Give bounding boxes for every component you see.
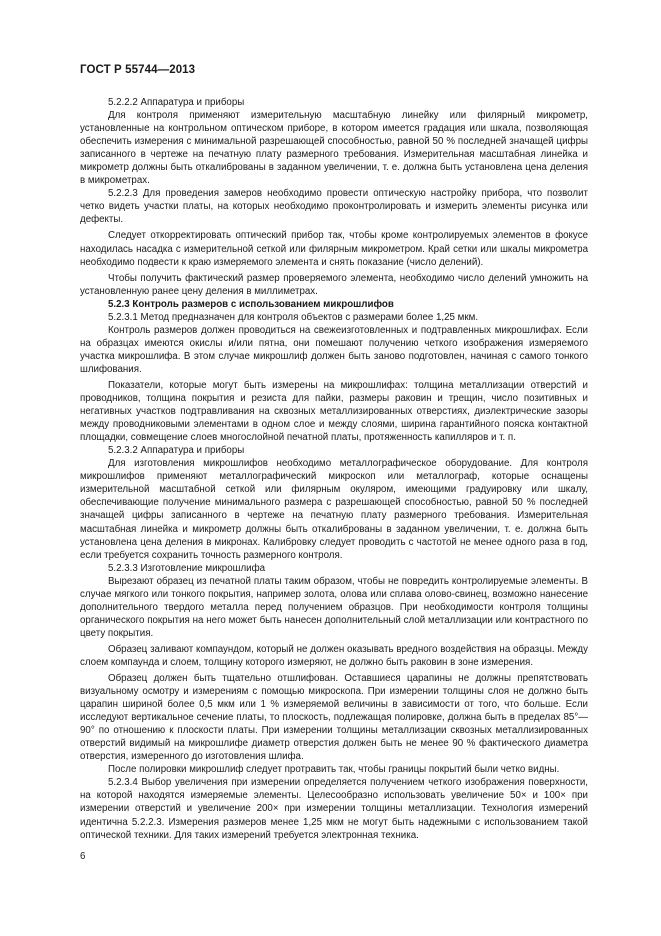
clause-5-2-3-2-heading: 5.2.3.2 Аппаратура и приборы: [108, 445, 245, 457]
paragraph: Образец заливают компаундом, который не должен оказывать вредного воздействия на образцы. Между слоем компаунда и слоем, толщину которого измеряют, не должно быть раковин в зоне измерения.: [80, 643, 588, 668]
section-5-2-3-heading: 5.2.3 Контроль размеров с использованием микрошлифов: [108, 298, 394, 310]
page-number: 6: [80, 851, 86, 862]
standard-header: ГОСТ Р 55744—2013: [80, 64, 196, 76]
clause-5-2-2-2-heading: 5.2.2.2 Аппаратура и приборы: [108, 97, 245, 108]
paragraph: Для изготовления микрошлифов необходимо металлографическое оборудование. Для контроля микрошлифов применяют металлографический микроскоп или металлограф, которые оснащены измерительной масштабной сеткой или филярным окуляром, имеющими градуировку или шкалу, обеспечивающие получение минимального размера с разрешающей способностью, равной 50 % последней значащей цифры записанного в чертеже на печатную плату размерного требования. Измерительная масштабная линейка и микрометр должны быть откалиброваны в заданном увеличении, т. е. должна быть установлена цена деления в микронах. Калибровку следует проводить с частотой не менее одного раза в год, если требуется сохранить точность размерного контроля.: [80, 458, 588, 561]
clause-5-2-3-3-heading: 5.2.3.3 Изготовление микрошлифа: [108, 562, 266, 574]
paragraph: Для контроля применяют измерительную масштабную линейку или филярный микрометр, установленные на контрольном оптическом приборе, в котором имеется градация или шкала, позволяющая обеспечить измерения с минимальной разрешающей способностью, равной 50 % последней значащей цифры записанного в чертеже на печатную плату размерного требования. Измерительная масштабная линейка и микрометр должны быть откалиброваны в заданном увеличении, т. е. должна быть установлена цена деления в микрометрах.: [80, 110, 588, 187]
paragraph: Контроль размеров должен проводиться на свежеизготовленных и подтравленных микрошлифах. Если на образцах имеются окислы и/или пятна, они помешают получению четкого изображения измеряемого участка микрошлифа. В этом случае микрошлиф должен быть заново подготовлен, начиная с самого тонкого шлифования.: [80, 324, 588, 375]
paragraph: Чтобы получить фактический размер проверяемого элемента, необходимо число делений умножить на установленную ранее цену деления в миллиметрах.: [80, 272, 588, 297]
paragraph: Следует откорректировать оптический прибор так, чтобы кроме контролируемых элементов в фокусе находилась насадка с измерительной сеткой или филярным микрометром. Край сетки или шкалы микрометра необходимо подвести к краю измеряемого элемента и снять показание (число делений).: [80, 230, 588, 268]
paragraph: Показатели, которые могут быть измерены на микрошлифах: толщина металлизации отверстий и проводников, толщина покрытия и резиста для пайки, размеры раковин и трещин, число позитивных и негативных участков подтравливания на сквозных металлизированных отверстиях, диэлектрические зазоры между проводниковыми элементами в одном слое и между слоями, ширина гарантийного пояска контактной площадки, совмещение слоев многослойной печатной платы, протяженность капилляров и т. п.: [80, 379, 588, 444]
paragraph: После полировки микрошлиф следует протравить так, чтобы границы покрытий были четко видны.: [108, 764, 560, 776]
clause-5-2-3-4: 5.2.3.4 Выбор увеличения при измерении определяется получением четкого изображения поверхности, на которой находятся измеряемые элементы. Целесообразно использовать увеличение 50× и 100× при измерении отверстий и увеличение 200× при измерении толщины металлизации. Технология измерений идентична 5.2.2.3. Измерения размеров менее 1,25 мкм не могут быть надежными с использованием такой оптической техники. Для таких измерений требуется электронная техника.: [80, 777, 588, 841]
document-body: [80, 96, 588, 842]
paragraph: Вырезают образец из печатной платы таким образом, чтобы не повредить контролируемые элементы. В случае мягкого или тонкого покрытия, например золота, олова или сплава олово-свинец, возможно нанесение дополнительного твердого металла перед получением образцов. При необходимости контроля толщины органического покрытия на него может быть нанесен дополнительный слой металлизации или контрастного по цвету покрытия.: [80, 575, 588, 639]
clause-5-2-3-1: 5.2.3.1 Метод предназначен для контроля объектов с размерами более 1,25 мкм.: [108, 311, 479, 323]
paragraph: Образец должен быть тщательно отшлифован. Оставшиеся царапины не должны препятствовать визуальному осмотру и измерениям с помощью микроскопа. При измерении толщины слоя не должно быть царапин шириной более 0,5 мкм или 1 % измеряемой величины в зависимости от того, что больше. Если исследуют вертикальное сечение платы, то плоскость, подлежащая полировке, должна быть в пределах 85°—90° по отношению к плоскости платы. При измерении толщины металлизации сквозных металлизированных отверстий видимый на микрошлифе диаметр отверстия должен быть не менее 90 % фактического диаметра отверстия, измеренного до изготовления шлифа.: [80, 673, 588, 763]
clause-5-2-2-3: 5.2.2.3 Для проведения замеров необходимо провести оптическую настройку прибора, что позволит четко видеть участки платы, на которых необходимо проконтролировать и измерить элементы рисунка или дефекты.: [80, 188, 588, 226]
